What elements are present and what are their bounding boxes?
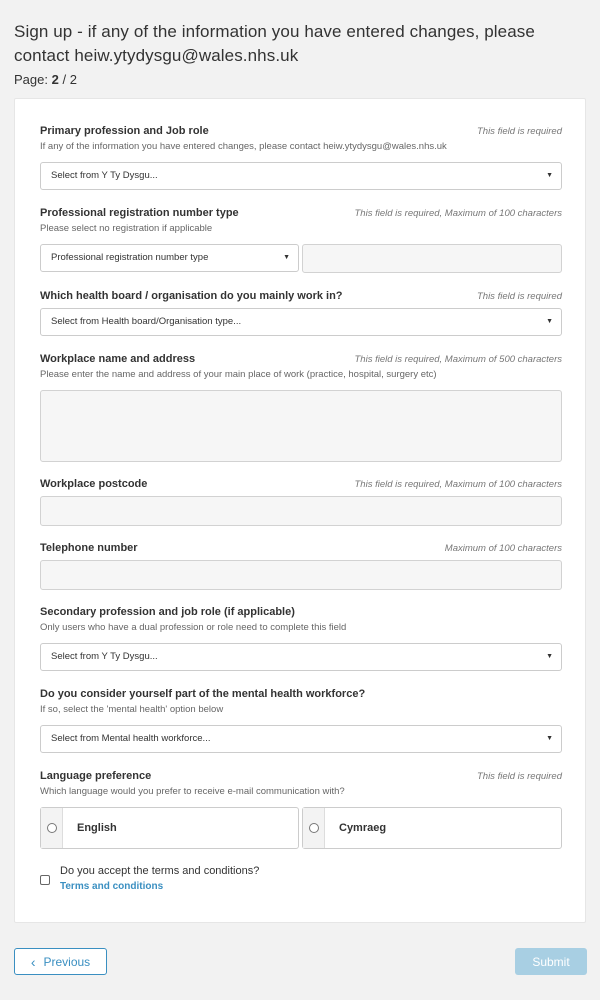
telephone-field	[40, 542, 562, 592]
mental-health-select[interactable]	[40, 725, 562, 753]
caret-down-icon: ▼	[546, 172, 553, 179]
language-requirement: This field is required	[476, 771, 562, 782]
previous-button-label: Previous	[43, 954, 91, 969]
chevron-left-icon: ‹	[30, 953, 36, 970]
language-option-english[interactable]	[40, 807, 299, 849]
health-board-requirement: This field is required	[476, 291, 562, 302]
page-title: Sign up - if any of the information you have entered changes, please contact heiw.ytydysgu@wales.nhs.uk	[14, 22, 535, 65]
page-current: 2	[51, 72, 59, 87]
mental-health-select-value: Select from Mental health workforce...	[51, 733, 211, 744]
registration-type-select[interactable]	[40, 244, 299, 272]
registration-type-field	[40, 207, 562, 273]
mental-health-label: Do you consider yourself part of the mental health workforce?	[40, 688, 366, 700]
primary-profession-label: Primary profession and Job role	[40, 125, 209, 137]
telephone-label: Telephone number	[40, 542, 138, 554]
primary-profession-requirement: This field is required	[476, 126, 562, 137]
workplace-postcode-requirement: This field is required, Maximum of 100 characters	[354, 479, 562, 490]
mental-health-help: If so, select the 'mental health' option below	[40, 704, 224, 715]
radio-button[interactable]	[47, 823, 57, 833]
terms-link[interactable]: Terms and conditions	[60, 881, 164, 892]
language-option-cymraeg[interactable]	[302, 807, 562, 849]
secondary-profession-select-value: Select from Y Ty Dysgu...	[51, 651, 158, 662]
terms-checkbox[interactable]	[40, 875, 50, 885]
radio-button[interactable]	[309, 823, 319, 833]
caret-down-icon: ▼	[546, 735, 553, 742]
caret-down-icon: ▼	[546, 653, 553, 660]
submit-button[interactable]	[515, 948, 587, 975]
page-total: / 2	[62, 72, 77, 87]
registration-type-requirement: This field is required, Maximum of 100 characters	[354, 208, 562, 219]
terms-block	[40, 865, 440, 892]
telephone-input[interactable]	[40, 560, 562, 590]
workplace-address-textarea[interactable]	[40, 390, 562, 462]
language-option-label: English	[77, 822, 117, 834]
registration-type-select-value: Professional registration number type	[51, 252, 209, 263]
primary-profession-help: If any of the information you have entered changes, please contact heiw.ytydysgu@wales.nhs.uk	[40, 141, 447, 152]
telephone-requirement: Maximum of 100 characters	[444, 543, 562, 554]
submit-button-label: Submit	[532, 954, 570, 969]
radio-cell	[303, 808, 325, 848]
radio-cell	[41, 808, 63, 848]
primary-profession-field	[40, 125, 562, 191]
page-indicator	[14, 72, 574, 87]
registration-type-label: Professional registration number type	[40, 207, 239, 219]
secondary-profession-select[interactable]	[40, 643, 562, 671]
terms-question: Do you accept the terms and conditions?	[60, 865, 260, 877]
workplace-postcode-input[interactable]	[40, 496, 562, 526]
workplace-postcode-label: Workplace postcode	[40, 478, 148, 490]
secondary-profession-label: Secondary profession and job role (if applicable)	[40, 606, 295, 618]
registration-number-input[interactable]	[302, 244, 562, 273]
secondary-profession-help: Only users who have a dual profession or role need to complete this field	[40, 622, 347, 633]
health-board-label: Which health board / organisation do you mainly work in?	[40, 290, 343, 302]
page-header	[14, 20, 574, 87]
language-help: Which language would you prefer to receive e-mail communication with?	[40, 786, 345, 797]
language-label: Language preference	[40, 770, 152, 782]
previous-button[interactable]	[14, 948, 107, 975]
secondary-profession-field	[40, 606, 562, 672]
workplace-address-help: Please enter the name and address of your main place of work (practice, hospital, surgery etc)	[40, 369, 437, 380]
registration-type-help: Please select no registration if applicable	[40, 223, 213, 234]
health-board-field	[40, 290, 562, 338]
caret-down-icon: ▼	[283, 254, 290, 261]
workplace-address-requirement: This field is required, Maximum of 500 characters	[354, 354, 562, 365]
workplace-postcode-field	[40, 478, 562, 528]
caret-down-icon: ▼	[546, 318, 553, 325]
language-option-label: Cymraeg	[339, 822, 387, 834]
health-board-select-value: Select from Health board/Organisation type...	[51, 316, 242, 327]
page-label: Page:	[14, 72, 48, 87]
workplace-address-label: Workplace name and address	[40, 353, 196, 365]
language-field	[40, 770, 562, 850]
health-board-select[interactable]	[40, 308, 562, 336]
workplace-address-field	[40, 353, 562, 463]
primary-profession-select-value: Select from Y Ty Dysgu...	[51, 170, 158, 181]
mental-health-field	[40, 688, 562, 754]
signup-form-card	[14, 98, 586, 923]
primary-profession-select[interactable]	[40, 162, 562, 190]
